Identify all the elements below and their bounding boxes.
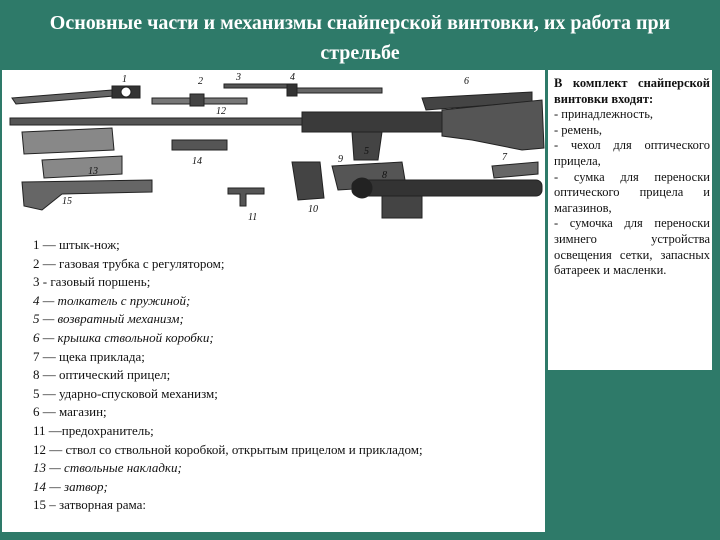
- gas-tube-part: [152, 94, 247, 106]
- callout-3: 3: [236, 72, 241, 83]
- callout-10: 10: [308, 204, 318, 215]
- optical-sight-part: [352, 178, 542, 218]
- legend-item: 15 – затворная рама:: [33, 497, 147, 513]
- legend-item: 4 — толкатель с пружиной;: [33, 292, 191, 308]
- callout-13: 13: [88, 166, 98, 177]
- callout-6: 6: [464, 76, 469, 87]
- kit-item: - сумка для переноски оптического прицела и магазинов,: [554, 169, 710, 215]
- safety-part: [228, 188, 264, 206]
- legend-item: 11 —предохранитель;: [33, 422, 154, 438]
- legend-item: 6 — магазин;: [33, 404, 107, 420]
- callout-7: 7: [502, 152, 507, 163]
- kit-item: - принадлежность,: [554, 107, 654, 122]
- callout-2: 2: [198, 76, 203, 87]
- kit-item: - чехол для оптического прицела,: [554, 138, 710, 168]
- callout-4: 4: [290, 72, 295, 83]
- bayonet-part: [12, 86, 140, 104]
- cheek-piece-part: [492, 162, 538, 178]
- pusher-part: [287, 84, 382, 96]
- callout-8: 8: [382, 170, 387, 181]
- legend-item: 5 — ударно-спусковой механизм;: [33, 385, 218, 401]
- callout-9: 9: [338, 154, 343, 165]
- legend-item: 3 - газовый поршень;: [33, 274, 151, 290]
- legend-item: 8 — оптический прицел;: [33, 367, 171, 383]
- legend-item: 13 — ствольные накладки;: [33, 460, 182, 476]
- callout-14: 14: [192, 156, 202, 167]
- handguard-part: [22, 128, 122, 178]
- kit-item: - ремень,: [554, 122, 603, 137]
- legend-item: 14 — затвор;: [33, 478, 108, 494]
- kit-item: - сумочка для переноски зимнего устройства освещения сетки, запасных батареек и масленки.: [554, 216, 710, 278]
- callout-11: 11: [248, 212, 258, 223]
- callout-5: 5: [364, 146, 369, 157]
- legend-item: 2 — газовая трубка с регулятором;: [33, 255, 225, 271]
- magazine-part: [292, 162, 324, 200]
- legend-item: 5 — возвратный механизм;: [33, 311, 184, 327]
- legend-item: 12 — ствол со ствольной коробкой, открытым прицелом и прикладом;: [33, 441, 423, 457]
- parts-legend: [33, 236, 543, 515]
- page-title: Основные части и механизмы снайперской винтовки, их работа при стрельбе: [49, 12, 671, 64]
- legend-item: 1 — штык-нож;: [33, 237, 120, 252]
- bolt-part: [172, 140, 227, 150]
- content-panel: [2, 70, 545, 532]
- rifle-parts-diagram: [2, 70, 545, 230]
- legend-item: 6 — крышка ствольной коробки;: [33, 329, 214, 345]
- callout-1: 1: [122, 74, 127, 85]
- callout-12: 12: [216, 106, 226, 117]
- gas-piston-part: [224, 84, 294, 88]
- kit-heading: В комплект снайперской винтовки входят:: [554, 76, 710, 106]
- legend-item: 7 — щека приклада;: [33, 348, 145, 364]
- kit-panel: [548, 70, 712, 370]
- callout-15: 15: [62, 196, 72, 207]
- bolt-carrier-part: [22, 180, 152, 210]
